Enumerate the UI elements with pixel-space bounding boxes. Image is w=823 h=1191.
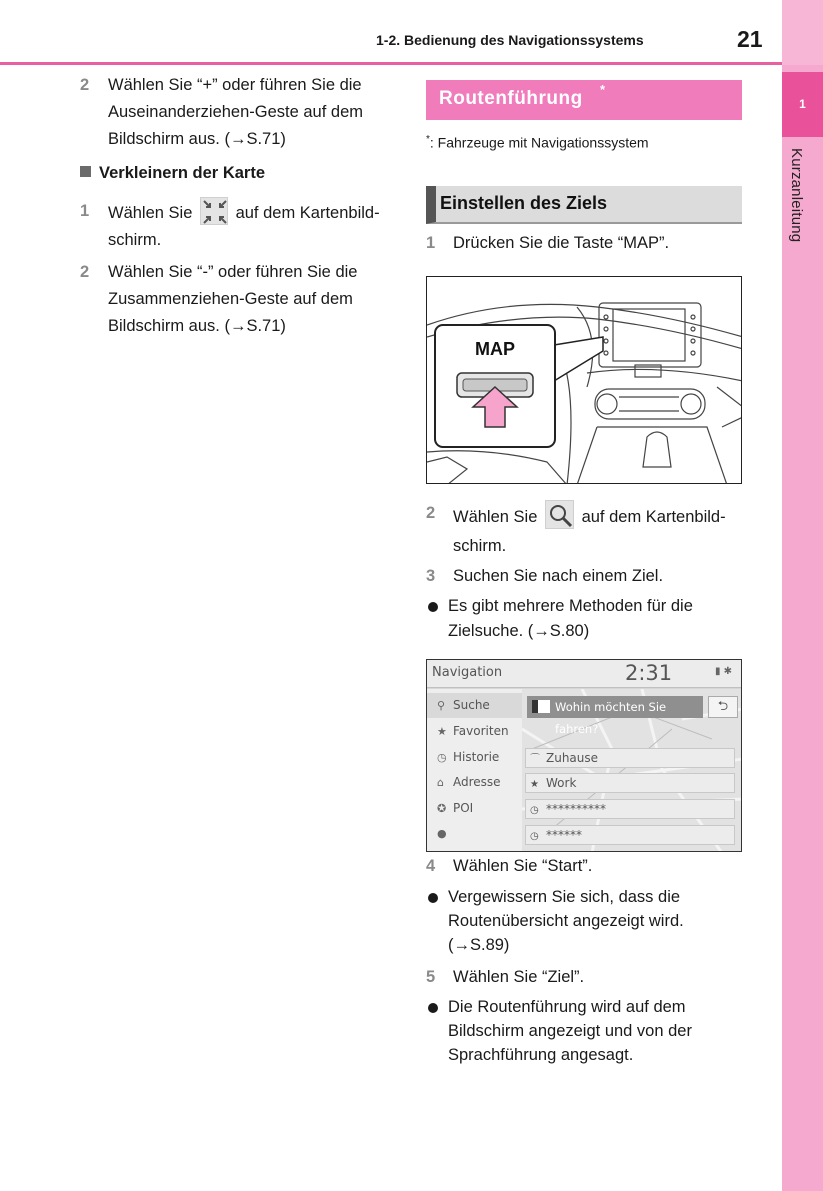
dashboard-illustration — [426, 276, 742, 484]
row-label: Zuhause — [546, 751, 599, 765]
step-number: 1 — [80, 202, 90, 220]
text-line: schirm. — [108, 231, 162, 249]
text-line: Vergewissern Sie sich, dass die — [448, 888, 681, 906]
step-text: Suchen Sie nach einem Ziel. — [453, 567, 664, 585]
bullet-text — [448, 594, 693, 644]
back-button[interactable]: ⮌ — [708, 696, 738, 718]
step-number: 1 — [426, 234, 436, 252]
footnote — [426, 134, 649, 151]
footnote-mark: * — [600, 82, 606, 97]
subheading-text: Verkleinern der Karte — [99, 164, 265, 182]
nav-menu-poi[interactable] — [427, 796, 522, 821]
pin-icon: ✪ — [437, 802, 447, 815]
bullet-text — [448, 885, 684, 957]
footnote-text: : Fahrzeuge mit Navigationssystem — [429, 134, 649, 151]
row-label: ********** — [546, 802, 606, 816]
text-line: Es gibt mehrere Methoden für die — [448, 597, 693, 615]
search-icon[interactable] — [545, 500, 574, 529]
step-text — [108, 197, 380, 254]
text-line: schirm. — [453, 537, 507, 555]
row-label: Work — [546, 776, 577, 790]
text-line: Sprachführung angesagt. — [448, 1046, 634, 1064]
text-line — [108, 197, 380, 227]
star-icon: ★ — [437, 725, 447, 738]
chapter-tab-label: Kurzanleitung — [788, 148, 805, 243]
menu-label: POI — [453, 801, 474, 815]
step-number: 2 — [80, 263, 90, 281]
footnote-mark: * — [426, 134, 430, 145]
flag-icon — [532, 700, 550, 713]
subsection-title: Einstellen des Ziels — [440, 193, 608, 213]
step-number: 2 — [426, 504, 436, 522]
step-text — [108, 259, 357, 340]
subsection-header — [426, 186, 742, 224]
navigation-screen — [426, 659, 742, 852]
status-icons: ▮ ✱ — [715, 666, 733, 677]
text-line: Die Routenführung wird auf dem — [448, 998, 686, 1016]
bullet-icon — [428, 893, 438, 903]
step-text: Drücken Sie die Taste “MAP”. — [453, 234, 670, 252]
menu-label: Historie — [453, 750, 500, 764]
nav-title: Navigation — [432, 665, 503, 680]
step-text: Wählen Sie “Start”. — [453, 857, 593, 875]
text-line: Bildschirm angezeigt und von der — [448, 1022, 692, 1040]
person-icon: ● — [437, 827, 447, 840]
text-line: Zusammenziehen-Geste auf dem — [108, 290, 353, 308]
search-icon: ⚲ — [437, 699, 446, 712]
home-icon: ⌒ — [530, 754, 540, 765]
step-text — [108, 72, 363, 153]
clock-icon: ◷ — [530, 831, 539, 842]
menu-label: Adresse — [453, 775, 501, 789]
nav-menu — [427, 689, 522, 852]
section-header-routenfuehrung — [426, 80, 742, 120]
bullet-text — [448, 995, 692, 1067]
dashboard-drawing — [427, 277, 742, 484]
text-line: Auseinanderziehen-Geste auf dem — [108, 103, 363, 121]
menu-label: Suche — [453, 698, 490, 712]
step-number: 3 — [426, 567, 436, 585]
text-line: Bildschirm aus. (→S.71) — [108, 130, 286, 148]
text-line: Bildschirm aus. (→S.71) — [108, 317, 286, 335]
nav-menu-phonebook[interactable] — [427, 821, 522, 846]
running-header-title: 1-2. Bedienung des Navigationssystems — [376, 32, 644, 48]
destination-history-1[interactable] — [525, 799, 735, 819]
house-icon: ⌂ — [437, 776, 444, 789]
text-line: Wählen Sie “-” oder führen Sie die — [108, 263, 358, 281]
nav-menu-search[interactable] — [427, 693, 522, 718]
destination-work[interactable] — [525, 773, 735, 793]
header-rule — [0, 62, 782, 65]
text-fragment: Wählen Sie — [453, 508, 538, 526]
nav-menu-address[interactable] — [427, 770, 522, 795]
bullet-icon — [428, 602, 438, 612]
text-line: Routenübersicht angezeigt wird. — [448, 912, 684, 930]
text-fragment: auf dem Kartenbild- — [581, 508, 726, 526]
bullet-icon — [428, 1003, 438, 1013]
subheading-zoom-out — [80, 160, 265, 187]
nav-menu-favorites[interactable] — [427, 719, 522, 744]
step-text — [453, 500, 726, 561]
section-title: Routenführung — [439, 88, 583, 109]
destination-history-2[interactable] — [525, 825, 735, 845]
text-line — [453, 500, 726, 532]
text-line: Wählen Sie “+” oder führen Sie die — [108, 76, 362, 94]
star-icon: ★ — [530, 779, 539, 790]
chapter-tab[interactable]: 1 — [782, 72, 823, 137]
menu-label — [437, 851, 509, 852]
step-text: Wählen Sie “Ziel”. — [453, 968, 585, 986]
destination-search-field[interactable] — [527, 696, 703, 736]
clock-icon: ◷ — [530, 805, 539, 816]
step-number: 5 — [426, 968, 436, 986]
text-line: Zielsuche. (→S.80) — [448, 622, 590, 640]
step-number: 2 — [80, 76, 90, 94]
menu-label: Favoriten — [453, 724, 509, 738]
nav-status-bar — [427, 660, 742, 688]
row-label: ****** — [546, 828, 582, 842]
map-button-label: MAP — [475, 339, 515, 359]
search-prompt: Wohin möchten Sie fahren? — [555, 700, 667, 736]
clock-icon: ◷ — [437, 751, 447, 764]
step-number: 4 — [426, 857, 436, 875]
nav-menu-history[interactable] — [427, 745, 522, 770]
square-marker-icon — [80, 166, 91, 177]
text-line: (→S.89) — [448, 936, 510, 954]
side-tab-top — [782, 0, 823, 65]
nav-clock: 2:31 — [625, 661, 673, 685]
page-number: 21 — [737, 26, 763, 52]
zoom-out-icon[interactable] — [200, 197, 228, 225]
text-fragment: Wählen Sie — [108, 204, 193, 222]
destination-home[interactable] — [525, 748, 735, 768]
text-fragment: auf dem Kartenbild- — [235, 204, 380, 222]
